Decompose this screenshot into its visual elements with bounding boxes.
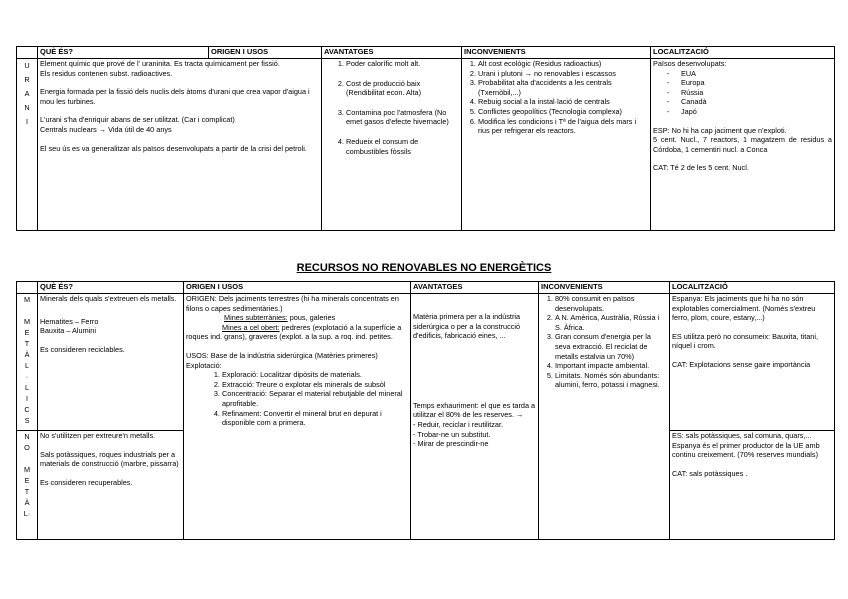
urani-que-es-cell (38, 59, 322, 231)
metallics-bauxita: Bauxita – Alumini (40, 326, 96, 336)
list-item: - Europa (681, 78, 832, 88)
header-inconvenients: INCONVENIENTS (539, 282, 670, 294)
list-item: 1. 80% consumit en països desenvolupats. (555, 294, 667, 313)
loc-intro: Països desenvolupats: (653, 59, 727, 68)
list-item: 4. Refinament: Convertir el mineral brut en depurat i disponible com a primera. (222, 409, 408, 428)
side-letter: N (24, 103, 30, 112)
metallics-que-es-cell (38, 294, 184, 431)
header-localitzacio: LOCALITZACIÓ (651, 47, 835, 59)
header-que-es: QUÈ ÉS? (38, 47, 209, 59)
header-origen-usos: ORIGEN I USOS (209, 47, 322, 59)
list-item: - Rússia (681, 88, 832, 98)
list-item: 5. Limitats. Només són abundants: alumini, ferro, potassi i magnesi. (555, 371, 667, 390)
loc-espanya: Espanya és el primer productor de la UE amb continu creixement. (70% reserves mundials) (672, 440, 820, 460)
no-metallics-side-label (17, 431, 38, 540)
list-item: 1. Alt cost ecològic (Residus radioactius) (478, 59, 648, 69)
explotacio-label: Explotació: (186, 360, 222, 370)
mines-cel-label: Mines a cel obert: (222, 322, 280, 332)
urani-side-label (17, 59, 38, 231)
header-inconvenients: INCONVENIENTS (462, 47, 651, 59)
urani-table (16, 46, 835, 231)
header-avantatges: AVANTATGES (411, 282, 539, 294)
side-letter: T (24, 487, 30, 496)
mines-cel-text: pedreres (explotació a la superfície a roques ind. grans), graveres (explot. a la sup. a roq. ind. petites. (186, 322, 402, 342)
measure-item: - Mirar de prescindir-ne (413, 439, 489, 449)
measure-item: - Trobar-ne un substitut. (413, 429, 491, 439)
urani-avantatges-list (324, 59, 459, 156)
no-metallics-localitzacio-cell (670, 431, 835, 540)
side-letter: M (23, 295, 31, 304)
mines-sub-text: pous, galeries (287, 313, 336, 323)
list-item: 3. Concentració: Separar el material rebutjable del mineral aprofitable. (222, 389, 408, 408)
side-letter: A (24, 89, 30, 98)
list-item: 3. Contamina poc l'atmosfera (No emet gasos d'efecte hivernacle) (346, 108, 459, 127)
no-metallics-recuperables: Es consideren recuperables. (40, 477, 133, 487)
header-localitzacio: LOCALITZACIÓ (670, 282, 835, 294)
metallics-reciclables: Es consideren reciclables. (40, 344, 125, 354)
side-letter: U (24, 61, 30, 70)
recursos-table (16, 281, 835, 540)
loc-cat: CAT: Té 2 de les 5 cent. Nucl. (653, 163, 749, 173)
side-letter: S (24, 416, 30, 425)
urani-localitzacio-cell (651, 59, 835, 231)
recursos-inconvenients-list (541, 294, 667, 390)
list-item: 2. A N. Amèrica, Austràlia, Rússia i S. Àfrica. (555, 313, 667, 332)
header-origen-usos: ORIGEN I USOS (184, 282, 411, 294)
side-letter: L (24, 361, 30, 370)
side-letter: À (24, 350, 30, 359)
loc-country-list (653, 69, 832, 117)
urani-avantatges-cell (322, 59, 462, 231)
side-letter: · (25, 372, 29, 381)
side-letter: N (24, 432, 30, 441)
list-item: 6. Modifica les condicions i Tª de l'aigua dels mars i rius per refrigerar els reactors. (478, 117, 648, 136)
usos-text: USOS: Base de la indústria siderúrgica (Matèries primeres) (186, 350, 378, 360)
list-item: 4. Important impacte ambiental. (555, 361, 667, 371)
mines-subterranies (186, 313, 408, 323)
urani-enriquir: L'urani s'ha d'enriquir abans de ser utilitzat. (Car i complicat) (40, 115, 235, 125)
side-letter: R (24, 75, 30, 84)
side-letter: T (24, 339, 30, 348)
recursos-header-row (17, 282, 835, 294)
loc-esp: ESP: No hi ha cap jaciment que n'exploti. (653, 125, 787, 135)
side-letter: E (24, 476, 30, 485)
list-item: 5. Conflictes geopolítics (Tecnologia complexa) (478, 107, 648, 117)
side-letter (17, 453, 37, 464)
list-item: 2. Cost de producció baix (Rendibilitat econ. Alta) (346, 79, 459, 98)
loc-centrals: 5 cent. Nucl., 7 reactors, 1 magatzem de residus a Córdoba, 1 cementiri nucl. a Conca (653, 135, 832, 154)
recursos-corner-cell (17, 282, 38, 294)
list-item: 3. Gran consum d'energia per la seva extracció. El reciclat de metalls estalvia un 70%) (555, 332, 667, 361)
list-item: 3. Probabilitat alta d'accidents a les centrals (Txernòbil,...) (478, 78, 648, 97)
header-que-es: QUÈ ÉS? (38, 282, 184, 294)
side-letter: O (24, 443, 30, 452)
recursos-inconvenients-cell (539, 294, 670, 540)
loc-es: ES: sals potàssiques, sal comuna, quars,... (672, 431, 812, 440)
list-item: - EUA (681, 69, 832, 79)
list-item: 2. Extracció: Treure o explotar els minerals de subsòl (222, 380, 408, 390)
list-item: 4. Redueix el consum de combustibles fòssils (346, 137, 459, 156)
urani-corner-cell (17, 47, 38, 59)
metallics-definition: Minerals dels quals s'extreuen els metalls. (40, 294, 177, 303)
recursos-avantatges-cell (411, 294, 539, 540)
side-letter: I (25, 117, 29, 126)
urani-residus: Els residus contenen subst. radioactives. (40, 68, 173, 78)
no-metallics-definition: No s'utilitzen per extreure'n metalls. (40, 431, 156, 440)
side-letter: L· (23, 509, 31, 518)
header-avantatges: AVANTATGES (322, 47, 462, 59)
urani-inconvenients-cell (462, 59, 651, 231)
no-metallics-que-es-cell (38, 431, 184, 540)
side-letter: L (24, 383, 30, 392)
urani-inconvenients-list (464, 59, 648, 136)
metallics-hematites: Hematites – Ferro (40, 316, 99, 326)
list-item: 4. Rebuig social a la instal·lació de centrals (478, 97, 648, 107)
list-item: 1. Exploració: Localitzar dipòsits de materials. (222, 370, 408, 380)
measure-item: - Reduir, reciclar i reutilitzar. (413, 419, 504, 429)
urani-us: El seu ús es va generalitzar als països desenvolupats a partir de la crisi del petroli. (40, 143, 307, 153)
no-metallics-sals: Sals potàssiques, roques industrials per a materials de construcció (marbre, pissarra) (40, 449, 179, 469)
mines-cel-obert (186, 323, 408, 342)
side-letter (17, 305, 37, 316)
mines-sub-label: Mines subterrànies: (224, 313, 288, 323)
urani-definition: Element químic que prové de l' uraninita. Es tracta químicament per fissió. (40, 59, 280, 68)
metallics-localitzacio-cell (670, 294, 835, 431)
list-item: - Japó (681, 107, 832, 117)
origen-intro: ORIGEN: Dels jaciments terrestres (hi ha minerals concentrats en filons o capes sedimentàries.) (186, 294, 399, 313)
loc-es-usa: ES utilitza però no consumeix: Bauxita, titani, níquel i crom. (672, 331, 819, 351)
urani-header-row (17, 47, 835, 59)
side-letter: C (24, 405, 30, 414)
explotacio-steps (186, 370, 408, 428)
loc-espanya: Espanya: Els jaciments que hi ha no són explotables comercialment. (Només s'extreu ferro, plom, coure, estany,...) (672, 294, 816, 323)
urani-energia: Energia formada per la fissió dels nuclis dels àtoms d'urani que crea vapor d'aigua i mou les turbines. (40, 87, 310, 106)
section-title: RECURSOS NO RENOVABLES NO ENERGÈTICS (296, 262, 552, 274)
temps-exhauriment: Temps exhauriment: el que es tarda a utilitzar el 80% de les reserves. → (413, 400, 536, 420)
urani-body-row (17, 59, 835, 231)
avantatges-text: Matèria primera per a la indústria siderúrgica o per a la construcció d'edificis, fabricació eines, ... (413, 312, 521, 341)
side-letter: I (25, 394, 29, 403)
loc-cat: CAT: sals potàssiques . (672, 468, 748, 478)
loc-cat: CAT: Explotacions sense gaire importància (672, 359, 811, 369)
list-item: - Canadà (681, 97, 832, 107)
list-item: 1. Poder calorífic molt alt. (346, 59, 459, 69)
side-letter: À (24, 498, 30, 507)
list-item: 2. Urani i plutoni → no renovables i escassos (478, 69, 648, 79)
side-letter: M (23, 317, 31, 326)
side-letter: M (23, 465, 31, 474)
side-letter: E (24, 328, 30, 337)
metallics-side-label (17, 294, 38, 431)
origen-usos-cell (184, 294, 411, 540)
urani-centrals: Centrals nuclears → Vida útil de 40 anys (40, 124, 172, 134)
metallics-row (17, 294, 835, 431)
